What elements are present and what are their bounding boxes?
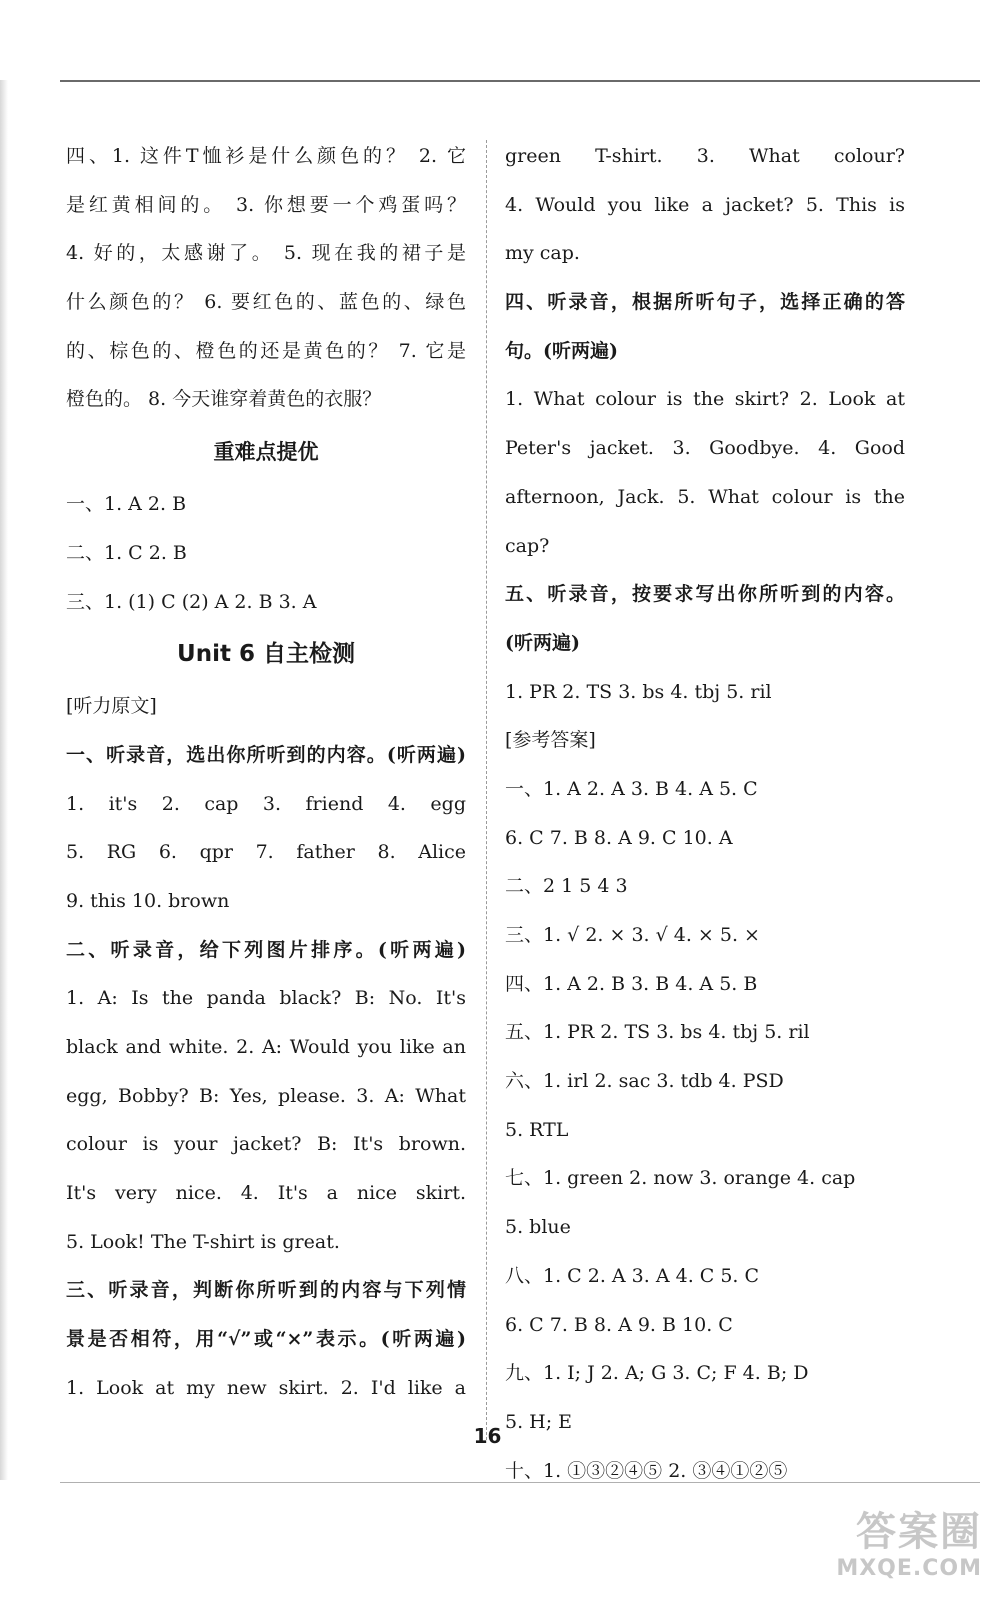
translation-line: 的、棕色的、橙色的还是黄色的？ 7. 它是 xyxy=(66,339,466,362)
question-title: 景是否相符，用“√”或“×”表示。(听两遍) xyxy=(66,1328,466,1351)
question-title: 句。(听两遍) xyxy=(505,339,618,362)
answer-line: 6. C 7. B 8. A 9. C 10. A xyxy=(505,826,733,849)
section-label-answers: [参考答案] xyxy=(505,729,596,752)
question-title: 四、听录音，根据所听句子，选择正确的答 xyxy=(505,291,905,314)
answer-line: 五、1. PR 2. TS 3. bs 4. tbj 5. ril xyxy=(505,1021,810,1044)
transcript-line: my cap. xyxy=(505,242,580,265)
transcript-line: 1. A: Is the panda black? B: No. It's xyxy=(66,987,466,1010)
answer-line: 四、1. A 2. B 3. B 4. A 5. B xyxy=(505,972,758,995)
translation-line: 4. 好的，太感谢了。 5. 现在我的裙子是 xyxy=(66,242,466,265)
transcript-line: afternoon, Jack. 5. What colour is the xyxy=(505,485,905,508)
answer-line: 十、1. ①③②④⑤ 2. ③④①②⑤ xyxy=(505,1459,788,1482)
transcript-line: It's very nice. 4. It's a nice skirt. xyxy=(66,1182,466,1205)
watermark-logo: 答案圈 xyxy=(856,1509,982,1555)
transcript-line: 1. it's 2. cap 3. friend 4. egg xyxy=(66,792,466,815)
transcript-line: 5. Look! The T-shirt is great. xyxy=(66,1230,340,1253)
question-title: 三、听录音，判断你所听到的内容与下列情 xyxy=(66,1279,466,1302)
transcript-line: 1. PR 2. TS 3. bs 4. tbj 5. ril xyxy=(505,680,772,703)
unit-heading: Unit 6 自主检测 xyxy=(177,641,355,668)
question-title: 二、听录音，给下列图片排序。(听两遍) xyxy=(66,938,466,961)
transcript-line: 1. Look at my new skirt. 2. I'd like a xyxy=(66,1376,466,1399)
transcript-line: 9. this 10. brown xyxy=(66,889,230,912)
answer-line: 一、1. A 2. A 3. B 4. A 5. C xyxy=(505,777,758,800)
question-title: 五、听录音，按要求写出你所听到的内容。 xyxy=(505,583,905,606)
answer-line: 6. C 7. B 8. A 9. B 10. C xyxy=(505,1313,733,1336)
watermark-url: MXQE.COM xyxy=(836,1556,982,1581)
answer-line: 5. RTL xyxy=(505,1118,569,1141)
transcript-line: Peter's jacket. 3. Goodbye. 4. Good xyxy=(505,437,905,460)
answer-line: 三、1. (1) C (2) A 2. B 3. A xyxy=(66,590,317,613)
transcript-line: 1. What colour is the skirt? 2. Look at xyxy=(505,388,905,411)
answer-line: 5. H; E xyxy=(505,1410,573,1433)
answer-line: 六、1. irl 2. sac 3. tdb 4. PSD xyxy=(505,1070,784,1093)
answer-line: 九、1. I; J 2. A; G 3. C; F 4. B; D xyxy=(505,1362,809,1385)
transcript-line: colour is your jacket? B: It's brown. xyxy=(66,1133,466,1156)
question-title: 一、听录音，选出你所听到的内容。(听两遍) xyxy=(66,743,466,766)
answer-line: 5. blue xyxy=(505,1216,571,1239)
transcript-line: green T-shirt. 3. What colour? xyxy=(505,145,905,167)
page-edge-shadow xyxy=(0,80,8,1480)
answer-line: 二、2 1 5 4 3 xyxy=(505,875,628,898)
answer-line: 八、1. C 2. A 3. A 4. C 5. C xyxy=(505,1264,760,1287)
transcript-line: cap? xyxy=(505,534,550,557)
answer-line: 七、1. green 2. now 3. orange 4. cap xyxy=(505,1167,856,1190)
section-heading-key-points: 重难点提优 xyxy=(213,439,319,465)
answer-line: 一、1. A 2. B xyxy=(66,493,187,516)
transcript-line: black and white. 2. A: Would you like an xyxy=(66,1036,466,1058)
answer-line: 二、1. C 2. B xyxy=(66,541,187,564)
translation-line: 橙色的。 8. 今天谁穿着黄色的衣服？ xyxy=(66,388,382,411)
section-label-transcript: [听力原文] xyxy=(66,695,157,718)
transcript-line: egg, Bobby? B: Yes, please. 3. A: What xyxy=(66,1084,466,1107)
page-number: 16 xyxy=(473,1424,502,1448)
transcript-line: 5. RG 6. qpr 7. father 8. Alice xyxy=(66,841,466,864)
top-rule xyxy=(60,80,980,82)
left-column xyxy=(66,132,466,1413)
translation-line: 四、1. 这件T恤衫是什么颜色的？ 2. 它 xyxy=(66,145,466,167)
right-column xyxy=(505,132,905,1495)
transcript-line: 4. Would you like a jacket? 5. This is xyxy=(505,193,905,216)
column-divider xyxy=(486,140,487,1440)
question-title: (听两遍) xyxy=(505,631,580,654)
watermark xyxy=(816,1500,986,1590)
translation-line: 什么颜色的？ 6. 要红色的、蓝色的、绿色 xyxy=(66,291,466,314)
translation-line: 是红黄相间的。 3. 你想要一个鸡蛋吗？ xyxy=(66,193,466,216)
bottom-rule xyxy=(60,1482,980,1483)
answer-line: 三、1. √ 2. × 3. √ 4. × 5. × xyxy=(505,924,760,946)
